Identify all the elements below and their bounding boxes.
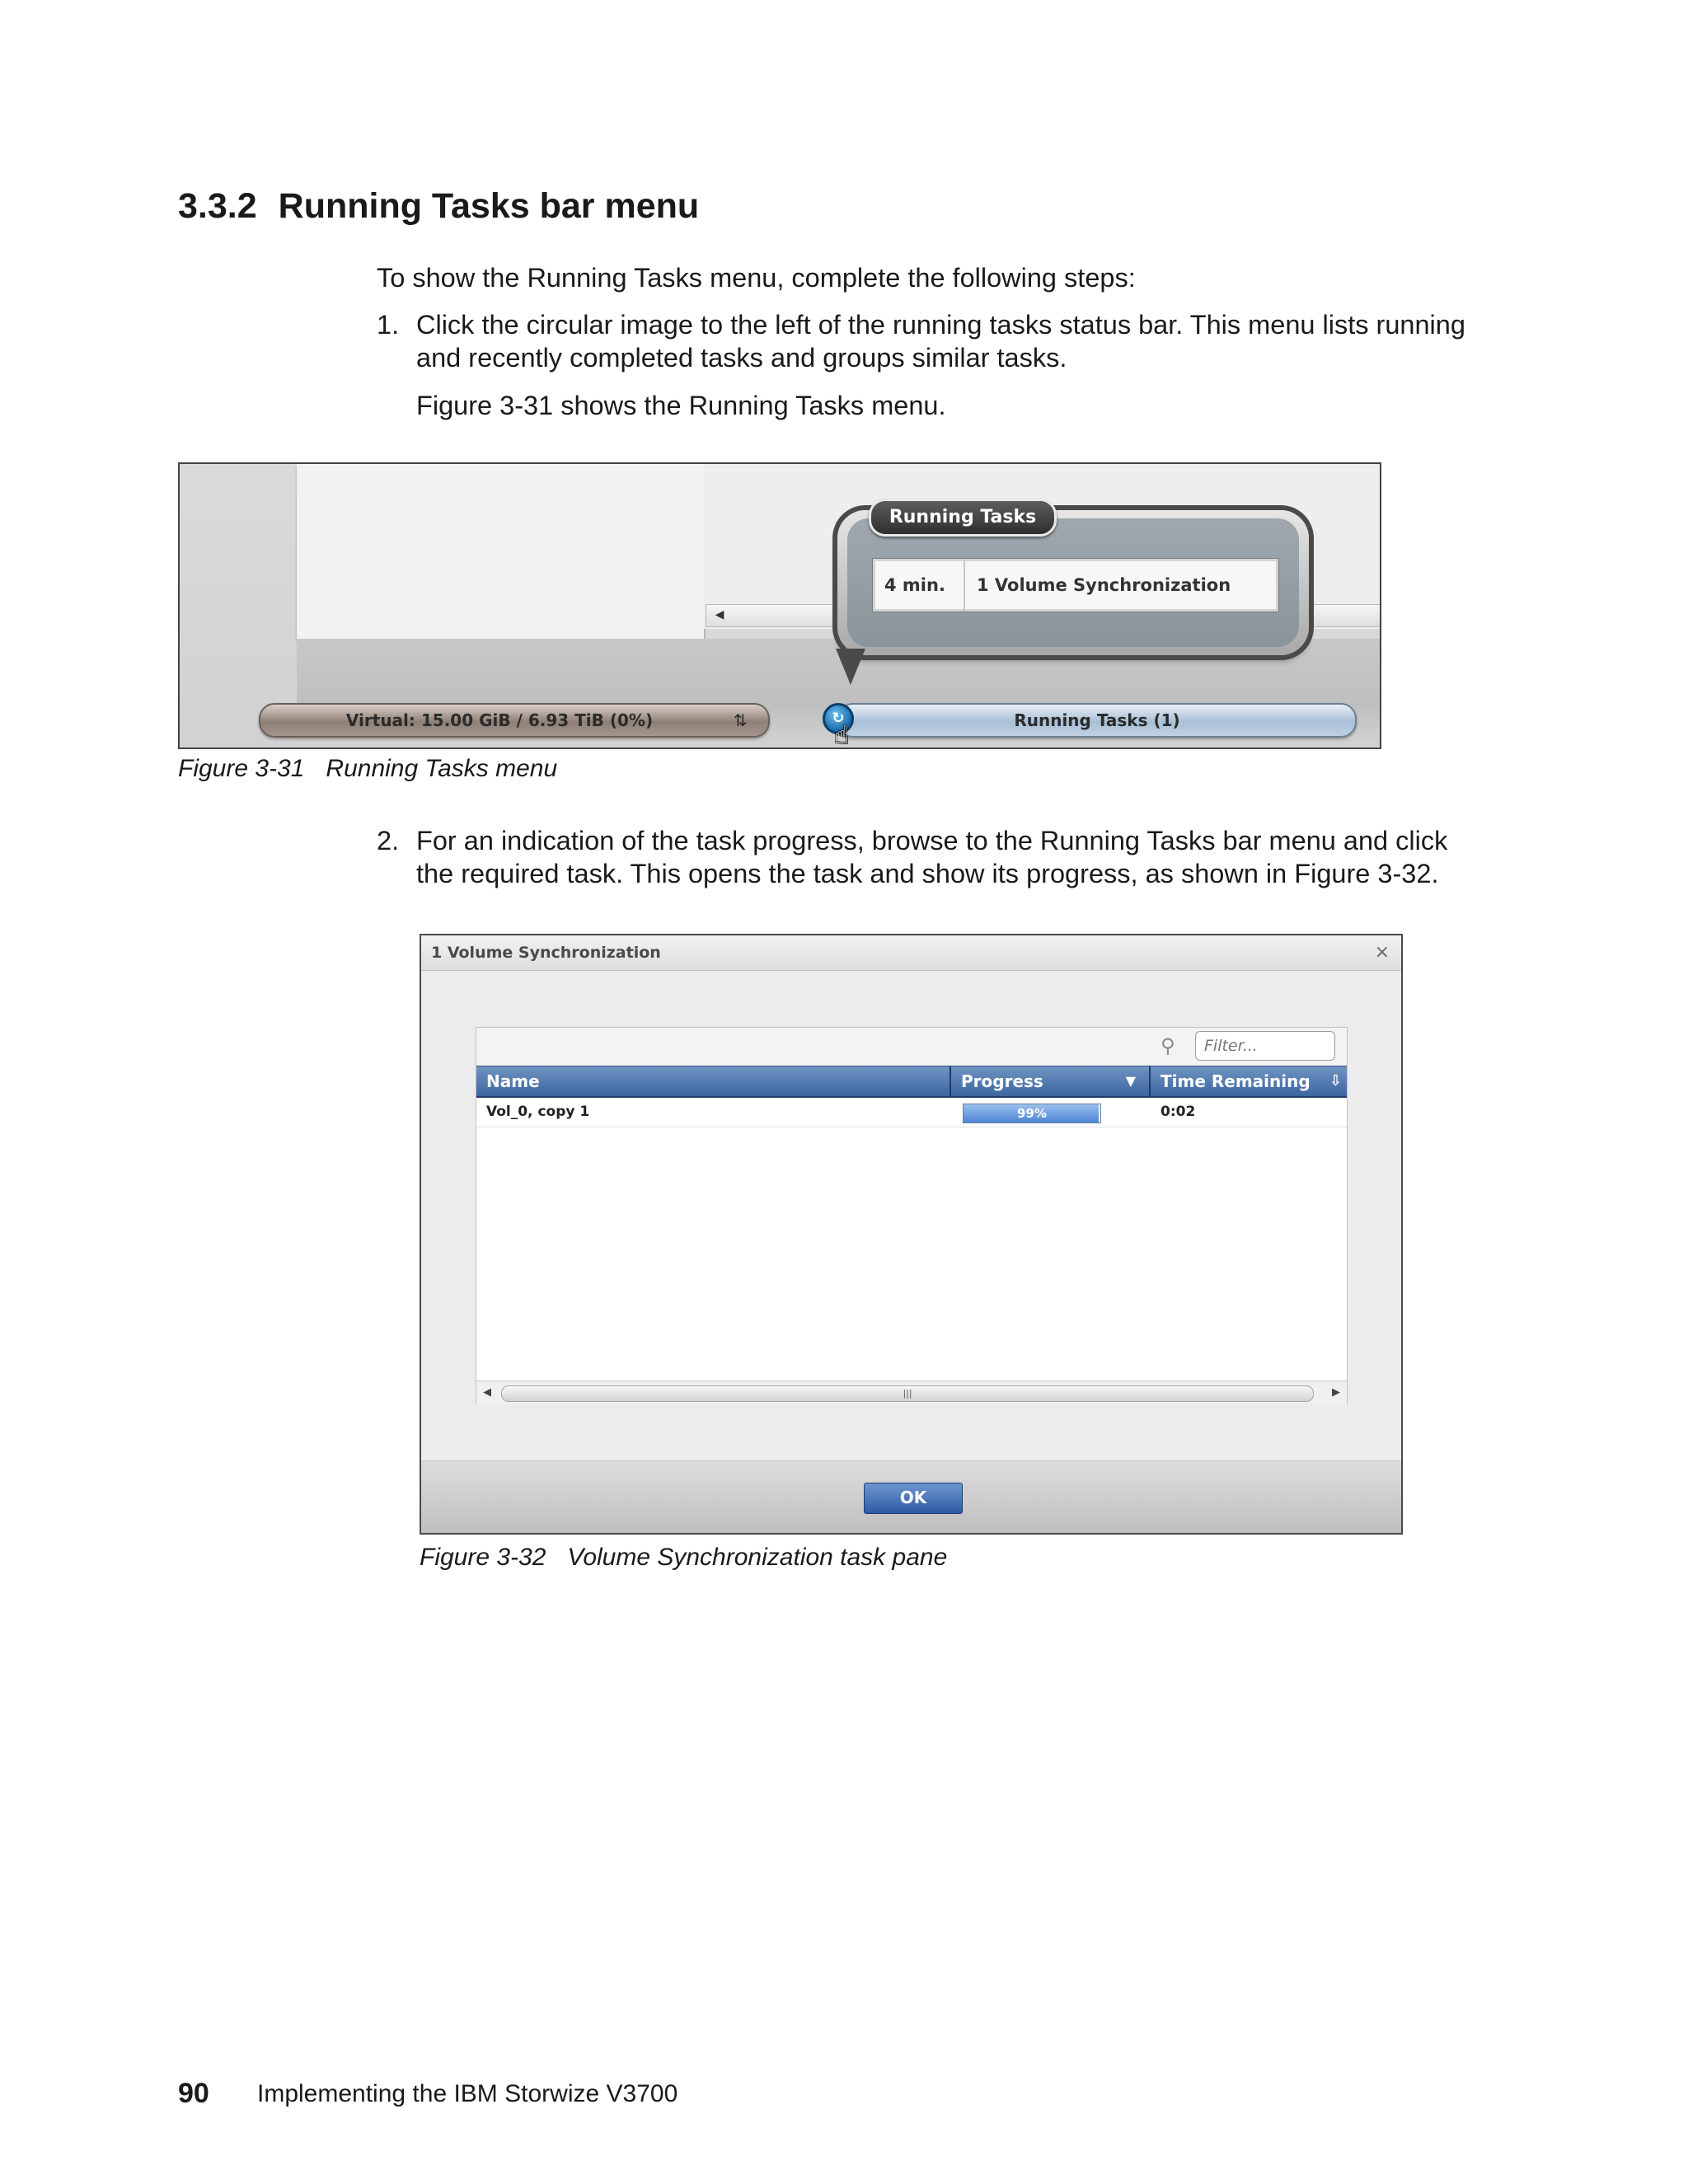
content-panel <box>297 464 705 639</box>
step-2-line-2: the required task. This opens the task and show its progress, as shown in Figure 3-32. <box>416 859 1439 888</box>
step-1-text <box>416 308 1465 374</box>
column-header-progress-label: Progress <box>961 1071 1043 1091</box>
figure-1-caption-text: Running Tasks menu <box>326 755 558 782</box>
capacity-label: Virtual: 15.00 GiB / 6.93 TiB (0%) <box>345 710 654 730</box>
figure-2-caption-label: Figure 3-32 <box>420 1544 546 1571</box>
cell-name: Vol_0, copy 1 <box>486 1104 590 1120</box>
scroll-thumb[interactable]: ||| <box>501 1385 1314 1402</box>
task-elapsed-time: 4 min. <box>884 559 965 612</box>
dialog-footer <box>421 1460 1401 1534</box>
hand-pointer-icon: ☝ <box>834 721 850 749</box>
grid-header <box>476 1066 1347 1098</box>
step-2-line-1: For an indication of the task progress, browse to the Running Tasks bar menu and click <box>416 826 1448 855</box>
ok-button[interactable]: OK <box>864 1483 963 1514</box>
task-grid <box>476 1027 1348 1404</box>
grid-toolbar <box>476 1028 1347 1066</box>
cell-time-remaining: 0:02 <box>1160 1104 1196 1120</box>
section-title: Running Tasks bar menu <box>278 186 700 226</box>
column-header-progress[interactable] <box>951 1066 1151 1096</box>
step-1-follow-text: Figure 3-31 shows the Running Tasks menu. <box>416 391 946 420</box>
scroll-right-icon[interactable]: ▶ <box>1332 1386 1340 1399</box>
step-1 <box>377 308 1531 374</box>
volume-sync-dialog <box>420 934 1403 1535</box>
column-header-name-label: Name <box>486 1071 540 1091</box>
capacity-status-bar[interactable] <box>259 703 770 738</box>
sort-descending-icon[interactable]: ▼ <box>1125 1073 1136 1089</box>
popup-pointer <box>836 649 865 685</box>
scroll-left-icon[interactable]: ◀ <box>483 1386 491 1399</box>
close-icon[interactable]: × <box>1374 942 1390 963</box>
chevron-left-icon[interactable]: ◀ <box>715 608 724 621</box>
grid-horizontal-scrollbar[interactable] <box>476 1380 1347 1404</box>
intro-paragraph: To show the Running Tasks menu, complete the following steps: <box>377 263 1136 293</box>
progress-label: 99% <box>1017 1106 1047 1121</box>
running-tasks-bar-label: Running Tasks (1) <box>1014 710 1180 730</box>
dialog-title: 1 Volume Synchronization <box>431 944 661 962</box>
progress-bar <box>963 1104 1101 1123</box>
running-task-item[interactable] <box>872 558 1279 612</box>
column-header-time-remaining-label: Time Remaining <box>1160 1071 1311 1091</box>
column-header-name[interactable] <box>476 1066 951 1096</box>
step-1-line-2: and recently completed tasks and groups similar tasks. <box>416 343 1067 373</box>
step-1-number: 1. <box>377 310 400 340</box>
running-tasks-status-bar[interactable] <box>837 703 1357 738</box>
swap-arrows-icon[interactable]: ⇅ <box>734 710 748 730</box>
running-tasks-popup-title: Running Tasks <box>869 499 1057 537</box>
column-options-icon[interactable]: ⇩ <box>1329 1072 1342 1090</box>
search-icon: ⚲ <box>1160 1034 1175 1057</box>
figure-1-caption-label: Figure 3-31 <box>178 755 305 782</box>
book-title: Implementing the IBM Storwize V3700 <box>257 2080 678 2107</box>
step-1-line-1: Click the circular image to the left of the running tasks status bar. This menu lists running <box>416 310 1465 340</box>
figure-2-caption-text: Volume Synchronization task pane <box>567 1544 948 1571</box>
figure-1-caption <box>178 755 557 783</box>
refresh-circle-icon[interactable]: ↻ <box>823 703 854 734</box>
step-2-text <box>416 824 1447 890</box>
task-name: 1 Volume Synchronization <box>977 575 1231 595</box>
figure-running-tasks-menu <box>178 462 1381 749</box>
column-header-time-remaining[interactable] <box>1151 1066 1347 1096</box>
figure-2-caption <box>420 1544 947 1572</box>
section-number: 3.3.2 <box>178 186 257 226</box>
filter-input[interactable] <box>1195 1031 1335 1061</box>
step-2 <box>377 824 1531 890</box>
dialog-titlebar <box>421 935 1401 971</box>
page-number: 90 <box>178 2078 209 2109</box>
step-2-number: 2. <box>377 826 400 855</box>
section-heading <box>178 186 699 227</box>
table-row[interactable] <box>476 1097 1347 1127</box>
